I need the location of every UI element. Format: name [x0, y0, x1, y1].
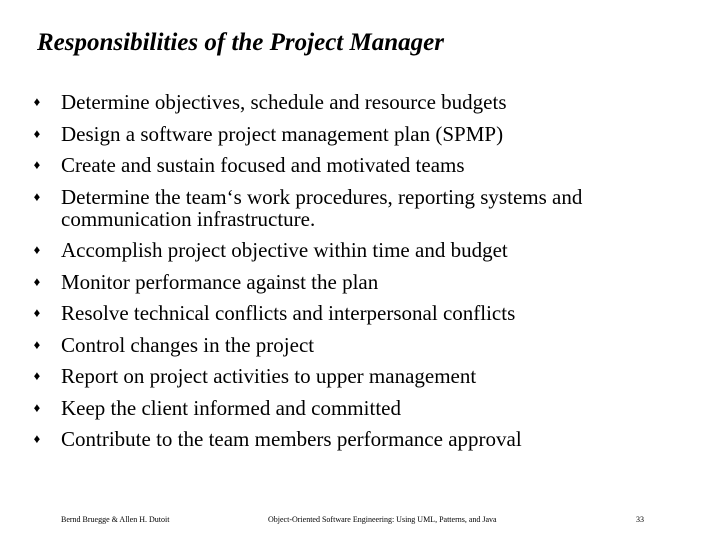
diamond-bullet-icon: ♦	[33, 336, 41, 352]
diamond-bullet-icon: ♦	[33, 273, 41, 289]
bullet-item	[32, 154, 692, 176]
bullet-item	[32, 91, 692, 113]
bullet-item	[32, 397, 692, 419]
bullet-text: Accomplish project objective within time and budget	[61, 238, 508, 262]
diamond-bullet-icon: ♦	[33, 94, 41, 109]
bullet-item	[32, 239, 692, 261]
bullet-text: Keep the client informed and committed	[61, 395, 401, 420]
page-number: 33	[636, 515, 644, 524]
diamond-bullet-icon: ♦	[33, 125, 41, 141]
bullet-text: Contribute to the team members performance approval	[61, 427, 522, 451]
footer-book-title: Object-Oriented Software Engineering: Using UML, Patterns, and Java	[268, 515, 497, 524]
bullet-text: Control changes in the project	[61, 332, 315, 357]
bullet-item	[32, 271, 692, 293]
bullet-item	[32, 302, 692, 324]
bullet-text: Resolve technical conflicts and interpersonal conflicts	[61, 301, 516, 325]
bullet-text: Design a software project management plan (SPMP)	[61, 121, 504, 146]
bullet-item	[32, 365, 692, 387]
footer-authors: Bernd Bruegge & Allen H. Dutoit	[61, 515, 170, 524]
bullet-item	[32, 334, 692, 356]
bullet-item	[32, 428, 692, 450]
diamond-bullet-icon: ♦	[33, 188, 41, 204]
bullet-list	[32, 91, 692, 460]
diamond-bullet-icon: ♦	[33, 242, 41, 257]
diamond-bullet-icon: ♦	[33, 305, 41, 320]
diamond-bullet-icon: ♦	[33, 399, 41, 415]
diamond-bullet-icon: ♦	[33, 157, 41, 172]
bullet-item	[32, 186, 692, 230]
bullet-text: Determine the team‘s work procedures, reporting systems and communication infrastructure.	[61, 184, 583, 231]
diamond-bullet-icon: ♦	[33, 368, 41, 383]
bullet-text: Determine objectives, schedule and resource budgets	[61, 90, 507, 114]
bullet-text: Create and sustain focused and motivated teams	[61, 153, 465, 177]
slide-title: Responsibilities of the Project Manager	[37, 29, 444, 56]
bullet-item	[32, 123, 692, 145]
bullet-text: Monitor performance against the plan	[61, 269, 379, 294]
diamond-bullet-icon: ♦	[33, 431, 41, 446]
bullet-text: Report on project activities to upper management	[61, 364, 477, 388]
